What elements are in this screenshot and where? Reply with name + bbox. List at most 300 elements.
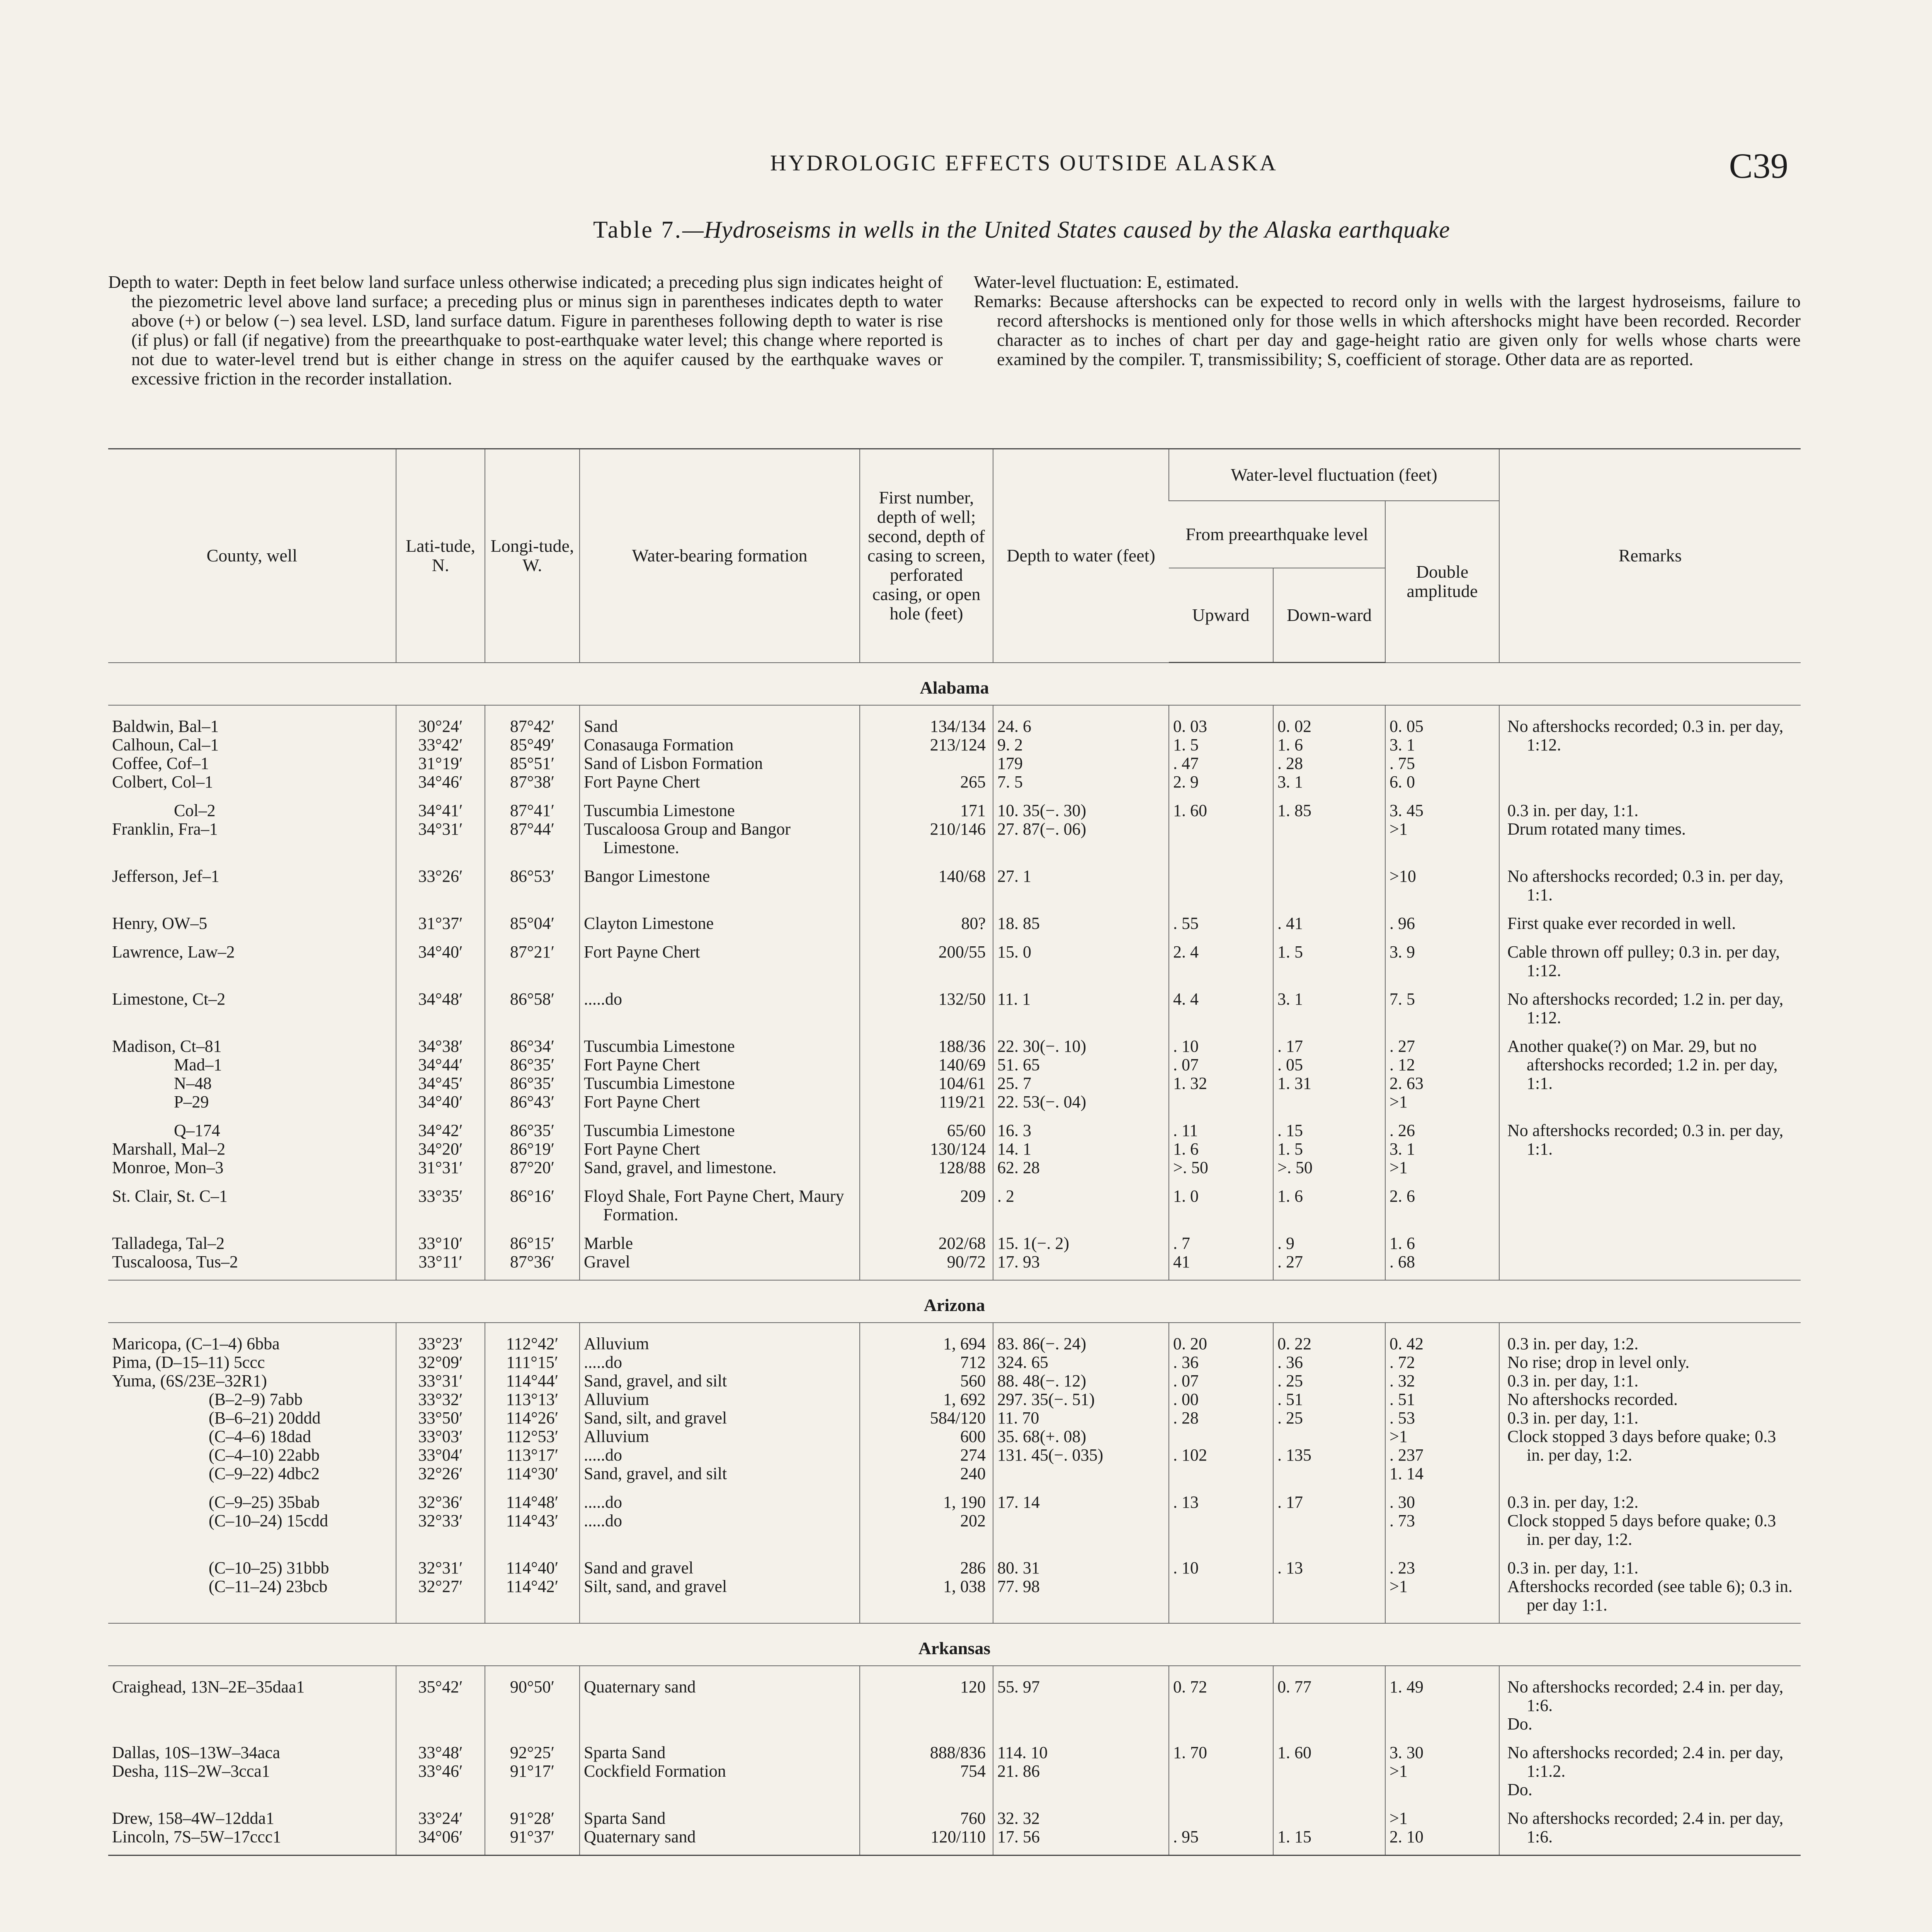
longitude-value: 85°51′ (510, 754, 555, 773)
longitude-value: 114°48′ (506, 1493, 559, 1512)
longitude-value: 87°36′ (510, 1252, 555, 1271)
remarks-cell (1499, 941, 1801, 988)
upward-value: . 13 (1173, 1493, 1199, 1512)
water-depth-cell (993, 705, 1169, 800)
formation-value: Sand, silt, and gravel (584, 1408, 727, 1427)
water-depth-cell (993, 1120, 1169, 1185)
depth-value: 600 (960, 1427, 986, 1446)
upward-cell (1169, 1185, 1273, 1233)
downward-cell (1273, 1557, 1385, 1623)
notes-right (974, 272, 1801, 369)
water-depth-cell (993, 1557, 1169, 1623)
water-depth-value: 114. 10 (997, 1743, 1048, 1762)
well-cell (108, 866, 396, 913)
water-depth-value: 17. 93 (997, 1252, 1040, 1271)
well-value: Colbert, Col–1 (112, 772, 213, 791)
latitude-value: 34°40′ (418, 1092, 463, 1111)
upward-cell (1169, 1323, 1273, 1492)
water-depth-value: 11. 1 (997, 990, 1031, 1009)
table-row (108, 1742, 1801, 1808)
formation-value: Silt, sand, and gravel (584, 1577, 727, 1596)
longitude-value: 91°37′ (510, 1827, 555, 1846)
water-depth-cell (993, 1233, 1169, 1280)
well-value: (C–9–22) 4dbc2 (209, 1464, 320, 1483)
depth-cell (860, 800, 993, 866)
amplitude-value: >1 (1389, 820, 1408, 838)
downward-cell (1273, 1185, 1385, 1233)
latitude-cell (396, 1120, 485, 1185)
page-number: C39 (1729, 146, 1788, 185)
col-upward: Upward (1169, 568, 1273, 663)
longitude-value: 85°04′ (510, 914, 555, 933)
remark: Another quake(?) on Mar. 29, but no aftershocks recorded; 1.2 in. per day, 1:1. (1507, 1037, 1778, 1093)
water-depth-cell (993, 1742, 1169, 1808)
amplitude-value: 0. 42 (1389, 1334, 1423, 1353)
table-row (108, 1036, 1801, 1120)
longitude-cell (485, 1666, 580, 1742)
formation-value: Fort Payne Chert (584, 772, 700, 791)
formation-value: Marble (584, 1234, 633, 1253)
remark: No aftershocks recorded; 2.4 in. per day, 1:6. (1507, 1677, 1784, 1715)
amplitude-cell (1385, 1120, 1499, 1185)
upward-value (1173, 1577, 1269, 1596)
amplitude-cell (1385, 1742, 1499, 1808)
amplitude-value: 3. 1 (1389, 1139, 1415, 1158)
depth-cell (860, 705, 993, 800)
col-fluctuation-group: Water-level fluctuation (feet) (1169, 449, 1499, 501)
latitude-value: 32°36′ (418, 1493, 463, 1512)
water-depth-value: 14. 1 (997, 1139, 1031, 1158)
formation-cell (580, 705, 860, 800)
longitude-cell (485, 1185, 580, 1233)
remarks-cell (1499, 1666, 1801, 1742)
remark: 0.3 in. per day, 1:1. (1507, 801, 1639, 820)
formation-value: Tuscaloosa Group and Bangor Limestone. (584, 820, 791, 857)
amplitude-value: 1. 14 (1389, 1464, 1423, 1483)
well-cell (108, 1808, 396, 1855)
depth-value: 140/69 (938, 1055, 986, 1074)
downward-cell (1273, 1666, 1385, 1742)
formation-value: Conasauga Formation (584, 735, 734, 754)
depth-value: 65/60 (947, 1121, 986, 1140)
downward-cell (1273, 913, 1385, 941)
depth-value: 202 (960, 1511, 986, 1530)
amplitude-value: . 96 (1389, 914, 1415, 933)
water-depth-value: 32. 32 (997, 1809, 1040, 1828)
depth-value: 240 (960, 1464, 986, 1483)
latitude-value: 34°06′ (418, 1827, 463, 1846)
well-value: Monroe, Mon–3 (112, 1158, 224, 1177)
remark: No aftershocks recorded; 2.4 in. per day, 1:1.2. (1507, 1743, 1784, 1781)
upward-value: 1. 70 (1173, 1743, 1207, 1762)
longitude-value: 114°40′ (506, 1558, 559, 1577)
well-value: Limestone, Ct–2 (112, 990, 226, 1009)
remarks-cell (1499, 1036, 1801, 1120)
depth-cell (860, 913, 993, 941)
well-cell (108, 705, 396, 800)
remark: Do. (1507, 1780, 1532, 1799)
latitude-value: 34°38′ (418, 1037, 463, 1056)
well-value: Mad–1 (174, 1055, 222, 1074)
longitude-value: 87°21′ (510, 942, 555, 961)
remark: 0.3 in. per day, 1:2. (1507, 1334, 1639, 1353)
latitude-cell (396, 1323, 485, 1492)
formation-cell (580, 1492, 860, 1557)
depth-value: 1, 692 (943, 1390, 986, 1409)
latitude-cell (396, 988, 485, 1036)
remark: First quake ever recorded in well. (1507, 914, 1736, 933)
amplitude-value: . 237 (1389, 1446, 1423, 1464)
depth-cell (860, 1808, 993, 1855)
latitude-value: 33°26′ (418, 867, 463, 886)
downward-value: . 9 (1277, 1234, 1294, 1253)
water-depth-cell (993, 1323, 1169, 1492)
depth-cell (860, 1036, 993, 1120)
depth-value: 1, 038 (943, 1577, 986, 1596)
downward-cell (1273, 1233, 1385, 1280)
amplitude-value: 1. 6 (1389, 1234, 1415, 1253)
amplitude-cell (1385, 1323, 1499, 1492)
amplitude-value: 3. 30 (1389, 1743, 1423, 1762)
latitude-value: 34°40′ (418, 942, 463, 961)
latitude-value: 33°31′ (418, 1371, 463, 1390)
downward-value: . 15 (1277, 1121, 1303, 1140)
downward-value (1277, 867, 1381, 886)
water-depth-value: 15. 0 (997, 942, 1031, 961)
table-caption (0, 216, 1932, 244)
upward-cell (1169, 1492, 1273, 1557)
downward-value (1277, 1809, 1381, 1828)
amplitude-cell (1385, 1185, 1499, 1233)
well-value: Marshall, Mal–2 (112, 1139, 226, 1158)
amplitude-value: . 75 (1389, 754, 1415, 773)
depth-value: 80? (961, 914, 986, 933)
upward-value: 1. 6 (1173, 1139, 1199, 1158)
downward-value: 1. 85 (1277, 801, 1311, 820)
water-depth-value: 15. 1(−. 2) (997, 1234, 1070, 1253)
table-row (108, 1492, 1801, 1557)
water-depth-value: 88. 48(−. 12) (997, 1371, 1087, 1390)
water-depth-value: 77. 98 (997, 1577, 1040, 1596)
latitude-value: 33°35′ (418, 1187, 463, 1206)
formation-cell (580, 1666, 860, 1742)
depth-value: 888/836 (930, 1743, 986, 1762)
table-end-rule (108, 1855, 1801, 1858)
amplitude-cell (1385, 800, 1499, 866)
longitude-value: 114°44′ (506, 1371, 559, 1390)
upward-value: . 55 (1173, 914, 1199, 933)
latitude-value: 33°10′ (418, 1234, 463, 1253)
downward-value: 1. 6 (1277, 735, 1303, 754)
upward-value: . 11 (1173, 1121, 1198, 1140)
water-depth-cell (993, 1666, 1169, 1742)
formation-value: Sand of Lisbon Formation (584, 754, 763, 773)
formation-cell (580, 1120, 860, 1185)
amplitude-value: . 32 (1389, 1371, 1415, 1390)
longitude-value: 85°49′ (510, 735, 555, 754)
formation-cell (580, 800, 860, 866)
well-value: (C–11–24) 23bcb (209, 1577, 328, 1596)
water-depth-cell (993, 1036, 1169, 1120)
downward-cell (1273, 1742, 1385, 1808)
hydroseism-table (108, 448, 1801, 1857)
table-body (108, 663, 1801, 1858)
depth-value: 119/21 (939, 1092, 986, 1111)
well-cell (108, 1742, 396, 1808)
water-depth-value (997, 1512, 1165, 1530)
latitude-cell (396, 1036, 485, 1120)
latitude-value: 32°33′ (418, 1511, 463, 1530)
latitude-value: 32°09′ (418, 1353, 463, 1372)
remarks-cell (1499, 1233, 1801, 1280)
amplitude-cell (1385, 1557, 1499, 1623)
depth-value: 200/55 (938, 942, 986, 961)
state-row (108, 663, 1801, 706)
remarks-cell (1499, 913, 1801, 941)
col-county-well: County, well (108, 449, 396, 663)
formation-value: Sand, gravel, and silt (584, 1464, 727, 1483)
longitude-value: 87°41′ (510, 801, 555, 820)
well-cell (108, 988, 396, 1036)
downward-value: . 05 (1277, 1055, 1303, 1074)
remarks-cell (1499, 1185, 1801, 1233)
water-depth-value: 24. 6 (997, 717, 1031, 736)
depth-value: 202/68 (938, 1234, 986, 1253)
amplitude-cell (1385, 988, 1499, 1036)
upward-value (1173, 1093, 1269, 1111)
col-first-number: First number, depth of well; second, depth of casing to screen, perforated casing, or open hole (feet) (860, 449, 993, 663)
remark: No aftershocks recorded; 2.4 in. per day, 1:6. (1507, 1809, 1784, 1846)
well-value: (C–4–6) 18dad (209, 1427, 311, 1446)
note-fluctuation: Water-level fluctuation: E, estimated. (974, 272, 1239, 292)
longitude-cell (485, 800, 580, 866)
longitude-cell (485, 1557, 580, 1623)
upward-value: 1. 32 (1173, 1074, 1207, 1093)
formation-value: Sand, gravel, and silt (584, 1371, 727, 1390)
depth-cell (860, 1323, 993, 1492)
depth-value: 286 (960, 1558, 986, 1577)
latitude-cell (396, 866, 485, 913)
longitude-value: 86°35′ (510, 1074, 555, 1093)
well-value: Pima, (D–15–11) 5ccc (112, 1353, 265, 1372)
latitude-value: 33°48′ (418, 1743, 463, 1762)
formation-value: Tuscumbia Limestone (584, 1037, 735, 1056)
downward-cell (1273, 1120, 1385, 1185)
formation-cell (580, 866, 860, 913)
downward-value (1277, 1512, 1381, 1530)
downward-value: 3. 1 (1277, 772, 1303, 791)
water-depth-value: 7. 5 (997, 772, 1023, 791)
depth-value: 188/36 (938, 1037, 986, 1056)
latitude-value: 34°20′ (418, 1139, 463, 1158)
downward-cell (1273, 941, 1385, 988)
latitude-value: 31°31′ (418, 1158, 463, 1177)
upward-value: . 95 (1173, 1827, 1199, 1846)
upward-value (1173, 820, 1269, 838)
upward-value: . 7 (1173, 1234, 1190, 1253)
longitude-cell (485, 941, 580, 988)
depth-value: 90/72 (947, 1252, 986, 1271)
formation-cell (580, 1808, 860, 1855)
downward-value: 1. 60 (1277, 1743, 1311, 1762)
table-row (108, 1233, 1801, 1280)
latitude-value: 33°23′ (418, 1334, 463, 1353)
depth-value: 120/110 (930, 1827, 986, 1846)
depth-cell (860, 1742, 993, 1808)
remarks-cell (1499, 1808, 1801, 1855)
well-cell (108, 1036, 396, 1120)
latitude-value: 33°04′ (418, 1446, 463, 1464)
longitude-value: 86°43′ (510, 1092, 555, 1111)
formation-value: Fort Payne Chert (584, 1092, 700, 1111)
state-row (108, 1280, 1801, 1323)
amplitude-cell (1385, 1666, 1499, 1742)
latitude-value: 34°31′ (418, 820, 463, 838)
downward-value: 1. 5 (1277, 942, 1303, 961)
amplitude-cell (1385, 1233, 1499, 1280)
well-cell (108, 1323, 396, 1492)
col-latitude: Lati-tude, N. (396, 449, 485, 663)
table-row (108, 1666, 1801, 1742)
depth-value: 171 (960, 801, 986, 820)
well-value: Yuma, (6S/23E–32R1) (112, 1371, 267, 1390)
formation-value: Alluvium (584, 1334, 649, 1353)
latitude-value: 34°48′ (418, 990, 463, 1009)
water-depth-value (997, 1464, 1165, 1483)
amplitude-value: . 51 (1389, 1390, 1415, 1409)
upward-value: >. 50 (1173, 1158, 1208, 1177)
col-downward: Down-ward (1273, 568, 1385, 663)
downward-value: 0. 77 (1277, 1677, 1311, 1696)
upward-value: . 47 (1173, 754, 1199, 773)
well-value: Dallas, 10S–13W–34aca (112, 1743, 280, 1762)
well-cell (108, 1185, 396, 1233)
formation-value: Sparta Sand (584, 1743, 666, 1762)
formation-value: Tuscumbia Limestone (584, 801, 735, 820)
remarks-cell (1499, 866, 1801, 913)
state-heading: Alabama (108, 663, 1801, 706)
depth-value: 132/50 (938, 990, 986, 1009)
formation-cell (580, 1742, 860, 1808)
well-value: Desha, 11S–2W–3cca1 (112, 1762, 270, 1781)
downward-value (1277, 1762, 1381, 1781)
depth-cell (860, 1666, 993, 1742)
latitude-value: 33°03′ (418, 1427, 463, 1446)
downward-value (1277, 1093, 1381, 1111)
well-value: Baldwin, Bal–1 (112, 717, 219, 736)
amplitude-value: 6. 0 (1389, 772, 1415, 791)
well-value: Franklin, Fra–1 (112, 820, 218, 838)
water-depth-value: 22. 53(−. 04) (997, 1092, 1087, 1111)
amplitude-cell (1385, 866, 1499, 913)
upward-value (1173, 1762, 1269, 1781)
latitude-value: 35°42′ (418, 1677, 463, 1696)
water-depth-cell (993, 1492, 1169, 1557)
remark: No rise; drop in level only. (1507, 1353, 1690, 1372)
longitude-value: 114°43′ (506, 1511, 559, 1530)
upward-value (1173, 1427, 1269, 1446)
remarks-cell (1499, 800, 1801, 866)
upward-cell (1169, 913, 1273, 941)
well-value: Col–2 (174, 801, 216, 820)
downward-value (1277, 1464, 1381, 1483)
well-cell (108, 913, 396, 941)
table-row (108, 941, 1801, 988)
remarks-cell (1499, 1323, 1801, 1492)
remark: No aftershocks recorded; 0.3 in. per day, 1:12. (1507, 717, 1784, 754)
amplitude-value: 7. 5 (1389, 990, 1415, 1009)
remark: No aftershocks recorded; 0.3 in. per day, 1:1. (1507, 1121, 1784, 1158)
water-depth-value: 17. 56 (997, 1827, 1040, 1846)
longitude-value: 90°50′ (510, 1677, 555, 1696)
well-cell (108, 1492, 396, 1557)
well-value: Talladega, Tal–2 (112, 1234, 225, 1253)
table-row (108, 913, 1801, 941)
depth-value: 140/68 (938, 867, 986, 886)
remark: No aftershocks recorded. (1507, 1390, 1678, 1409)
water-depth-value: 324. 65 (997, 1353, 1048, 1372)
depth-cell (860, 941, 993, 988)
longitude-value: 87°44′ (510, 820, 555, 838)
well-value: Henry, OW–5 (112, 914, 207, 933)
water-depth-value: 9. 2 (997, 735, 1023, 754)
depth-cell (860, 1557, 993, 1623)
upward-cell (1169, 1233, 1273, 1280)
table-row (108, 1185, 1801, 1233)
formation-value: Clayton Limestone (584, 914, 714, 933)
upward-cell (1169, 1120, 1273, 1185)
depth-value: 120 (960, 1677, 986, 1696)
formation-cell (580, 913, 860, 941)
formation-value: Cockfield Formation (584, 1762, 726, 1781)
remark: Clock stopped 5 days before quake; 0.3 in. per day, 1:2. (1507, 1511, 1776, 1549)
upward-value: . 28 (1173, 1408, 1199, 1427)
latitude-value: 33°11′ (418, 1252, 463, 1271)
downward-value (1277, 1427, 1381, 1446)
latitude-cell (396, 1742, 485, 1808)
longitude-cell (485, 1808, 580, 1855)
state-heading: Arkansas (108, 1623, 1801, 1666)
water-depth-value: 62. 28 (997, 1158, 1040, 1177)
downward-value: . 41 (1277, 914, 1303, 933)
well-cell (108, 1120, 396, 1185)
amplitude-value: 1. 49 (1389, 1677, 1423, 1696)
formation-value: Fort Payne Chert (584, 942, 700, 961)
well-value: Calhoun, Cal–1 (112, 735, 219, 754)
formation-cell (580, 988, 860, 1036)
depth-value: 265 (960, 772, 986, 791)
water-depth-value: . 2 (997, 1187, 1014, 1206)
remarks-cell (1499, 988, 1801, 1036)
downward-value (1277, 1577, 1381, 1596)
depth-value: 213/124 (930, 735, 986, 754)
latitude-value: 34°45′ (418, 1074, 463, 1093)
downward-cell (1273, 1492, 1385, 1557)
downward-cell (1273, 800, 1385, 866)
downward-cell (1273, 705, 1385, 800)
well-value: N–48 (174, 1074, 212, 1093)
remarks-cell (1499, 1492, 1801, 1557)
amplitude-value: . 68 (1389, 1252, 1415, 1271)
latitude-value: 32°26′ (418, 1464, 463, 1483)
note-depth-to-water: Depth to water: Depth in feet below land surface unless otherwise indicated; a preceding plus sign indicates height of the piezometric level above land surface; a preceding plus or minus sign in parentheses indicates depth to water above (+) or below (−) sea level. LSD, land surface datum. Figure in parentheses following depth to water is rise (if plus) or fall (if negative) from the preearthquake to post-earthquake water level; this change where reported is not due to water-level trend but is either change in stress on the aquifer caused by the earthquake waves or excessive friction in the recorder installation. (108, 272, 943, 388)
downward-value: . 17 (1277, 1037, 1303, 1056)
water-depth-value: 27. 87(−. 06) (997, 820, 1087, 838)
latitude-value: 31°37′ (418, 914, 463, 933)
longitude-value: 86°19′ (510, 1139, 555, 1158)
water-depth-value: 297. 35(−. 51) (997, 1390, 1095, 1409)
downward-value: . 25 (1277, 1371, 1303, 1390)
